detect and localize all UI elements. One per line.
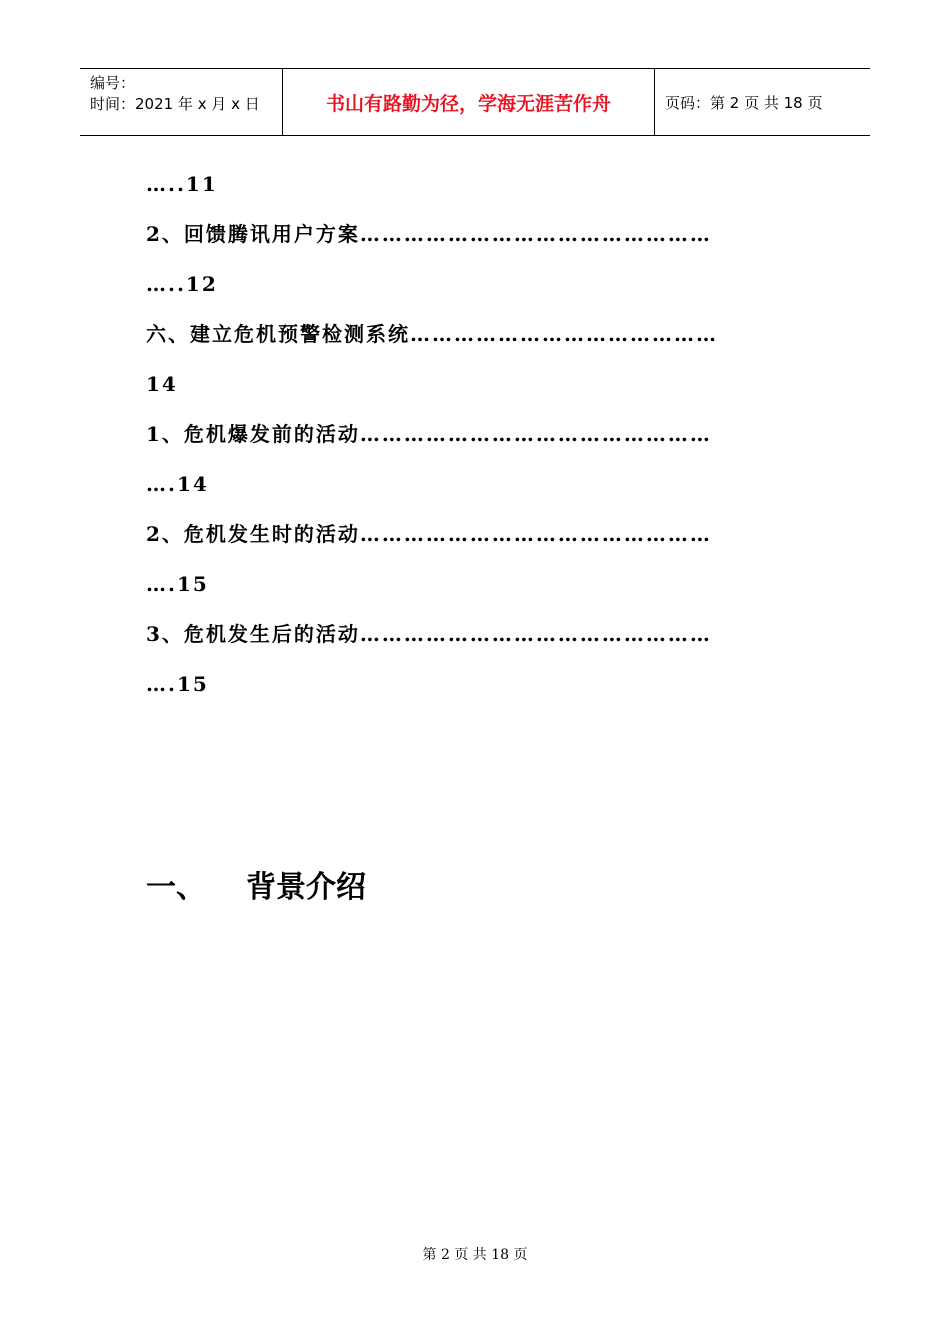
toc-line: ….14 bbox=[146, 472, 209, 496]
toc-line: …..12 bbox=[146, 272, 218, 296]
toc-line: ….15 bbox=[146, 672, 209, 696]
toc-line: 3、危机发生后的活动………………………………………… bbox=[146, 622, 712, 646]
table-of-contents bbox=[146, 166, 766, 716]
toc-line: 1、危机爆发前的活动………………………………………… bbox=[146, 422, 712, 446]
toc-line: 14 bbox=[146, 372, 178, 396]
page-header bbox=[80, 68, 870, 136]
page-footer: 第 2 页 共 18 页 bbox=[422, 1247, 528, 1263]
toc-line: …..11 bbox=[146, 172, 218, 196]
date-label: 时间：2021 年 x 月 x 日 bbox=[90, 95, 260, 113]
serial-label: 编号： bbox=[90, 74, 136, 92]
header-motto: 书山有路勤为径，学海无涯苦作舟 bbox=[282, 69, 655, 135]
toc-line: 六、建立危机预警检测系统…………………………………… bbox=[146, 322, 718, 346]
toc-line: ….15 bbox=[146, 572, 209, 596]
header-page-info: 页码：第 2 页 共 18 页 bbox=[665, 93, 823, 112]
toc-line: 2、回馈腾讯用户方案………………………………………… bbox=[146, 222, 712, 246]
section-heading bbox=[146, 862, 366, 906]
toc-line: 2、危机发生时的活动………………………………………… bbox=[146, 522, 712, 546]
section-number: 一、 bbox=[146, 870, 206, 905]
header-meta bbox=[80, 69, 282, 135]
section-title: 背景介绍 bbox=[246, 870, 366, 905]
